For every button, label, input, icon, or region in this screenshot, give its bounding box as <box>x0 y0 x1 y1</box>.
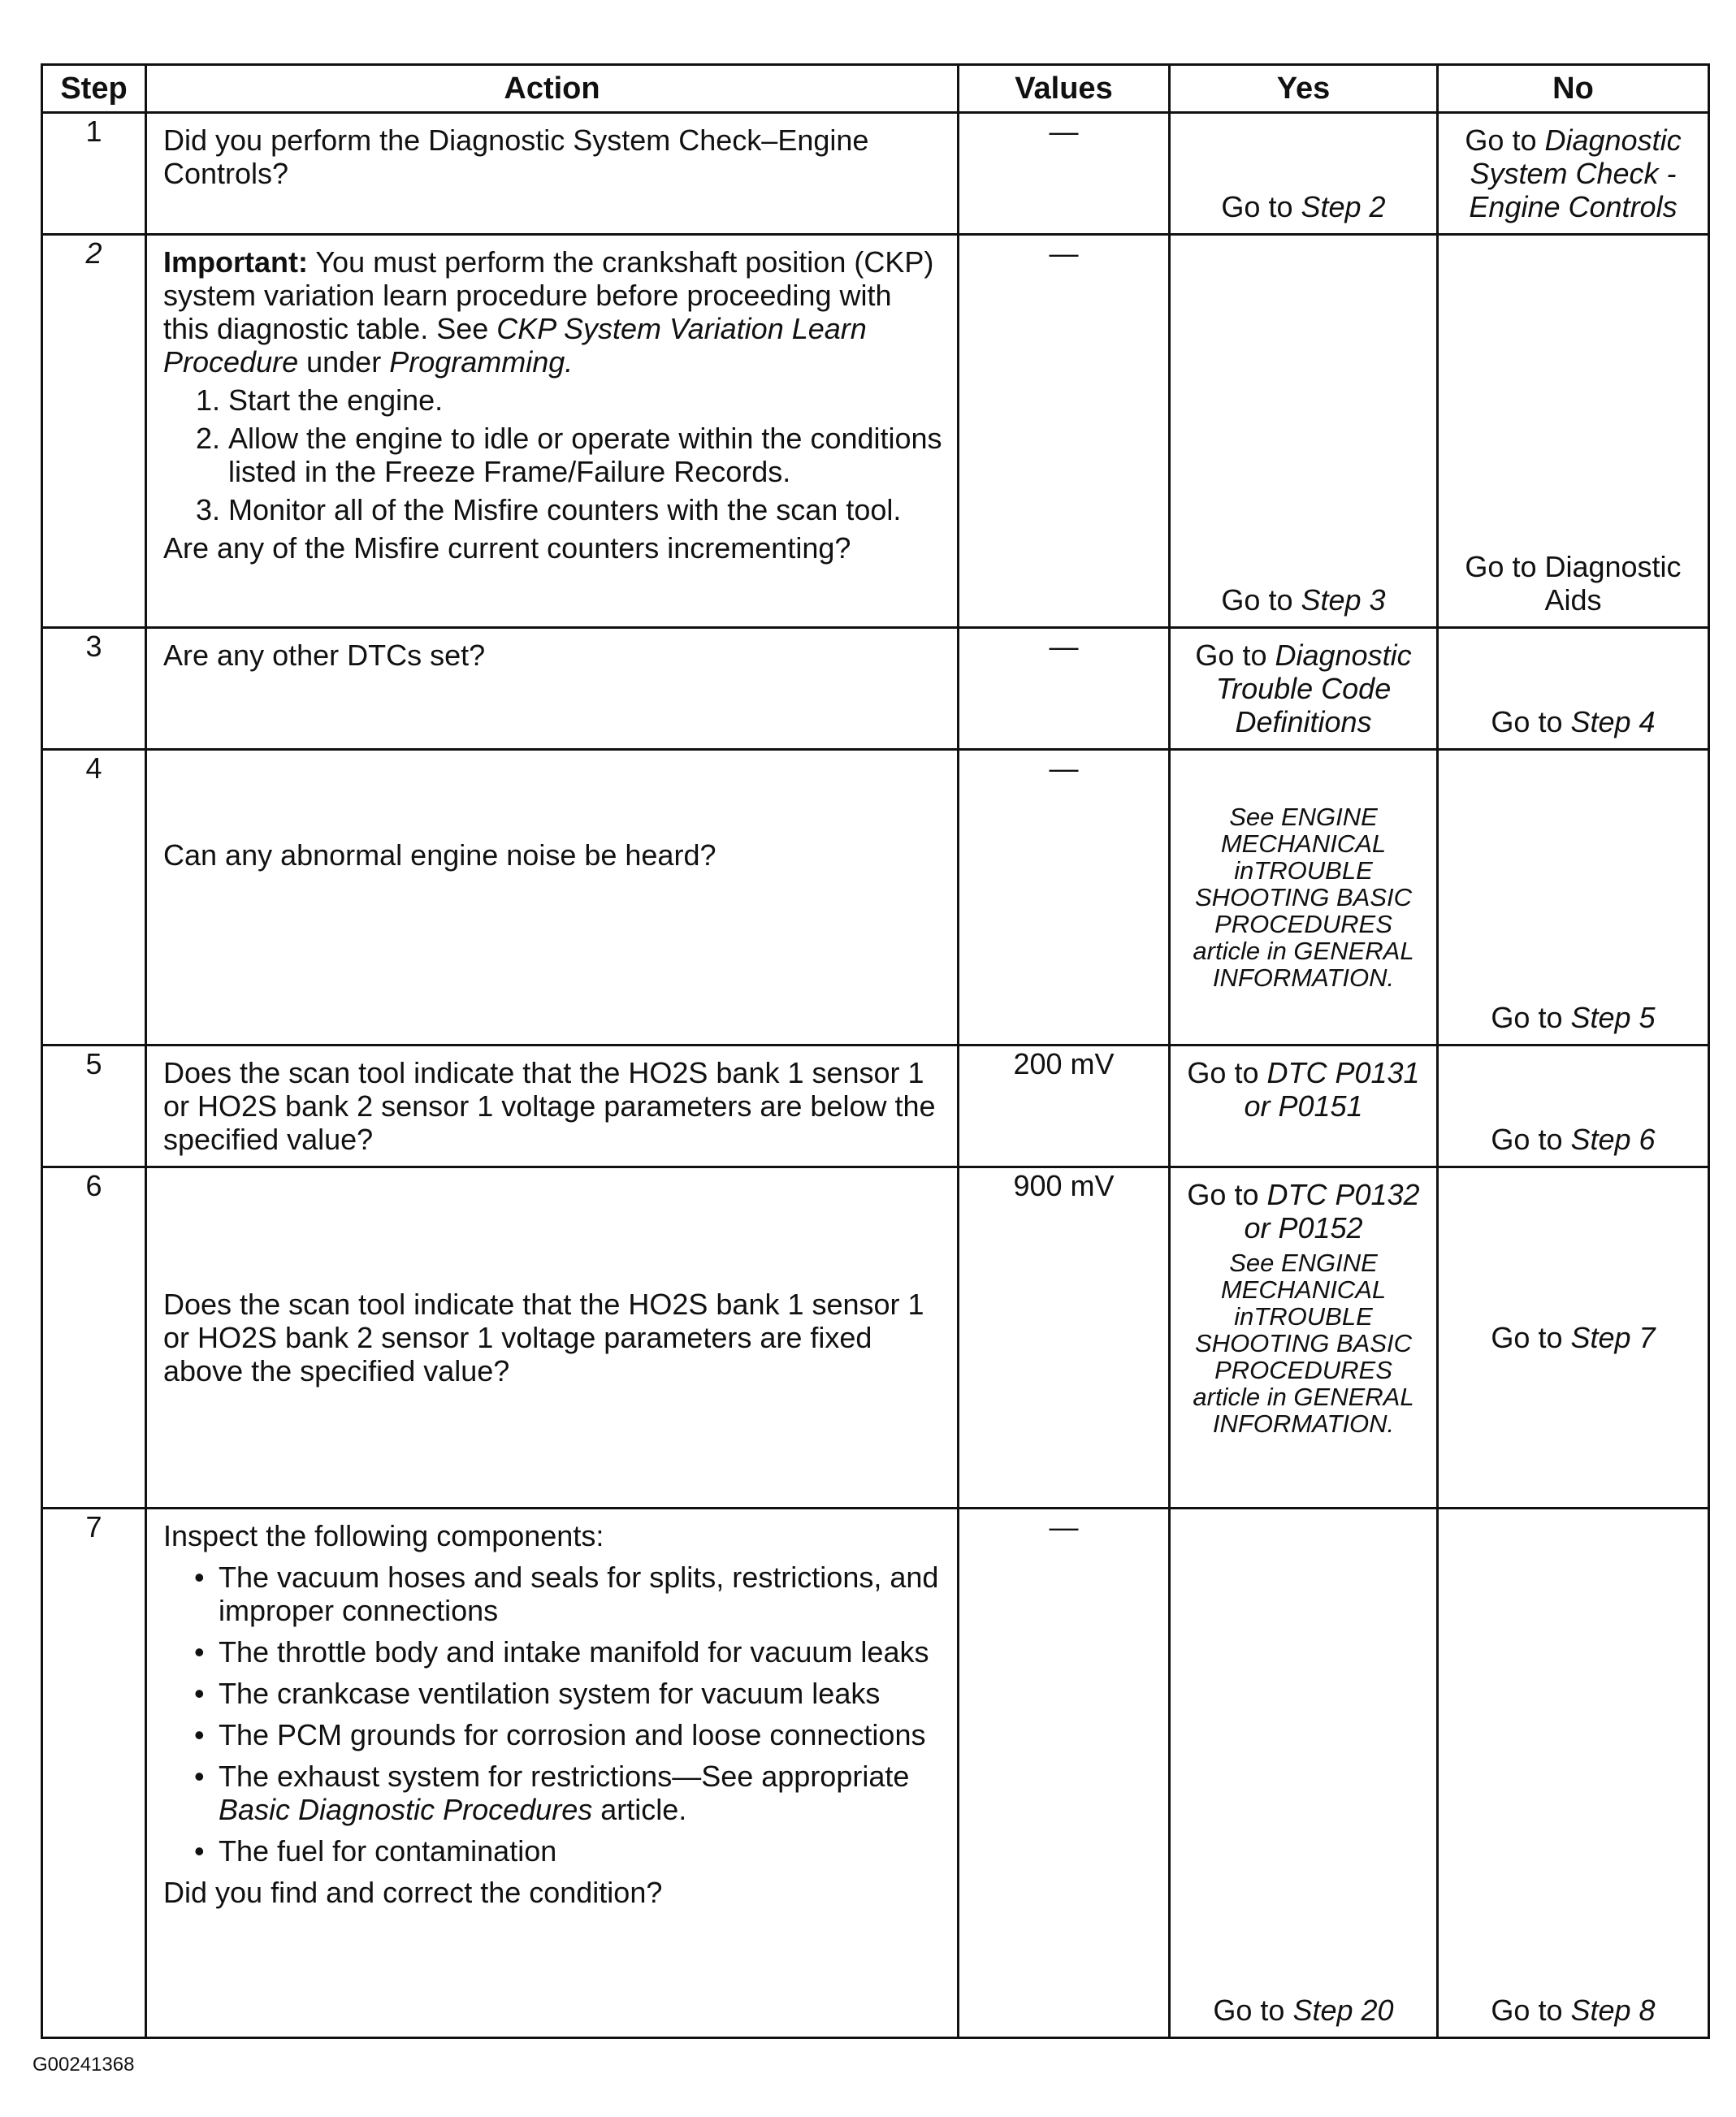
no-cell <box>1438 750 1709 1046</box>
important-label: Important: <box>163 245 308 279</box>
values-cell: — <box>959 1509 1170 2038</box>
header-action: Action <box>146 65 959 113</box>
list-item: 3. Monitor all of the Misfire counters with the scan tool. <box>228 493 944 526</box>
yes-prefix: Go to <box>1187 1056 1267 1089</box>
bullet-tail: article. <box>592 1793 687 1826</box>
no-cell <box>1438 1167 1709 1509</box>
substep-list <box>163 383 944 526</box>
no-prefix: Go to <box>1491 1123 1571 1156</box>
table-row-step-6 <box>42 1167 1709 1509</box>
no-link[interactable]: Step 6 <box>1570 1123 1656 1156</box>
step-number: 6 <box>42 1167 146 1509</box>
yes-link[interactable]: Step 20 <box>1292 1994 1394 2027</box>
no-prefix: Go to <box>1465 123 1545 157</box>
action-text <box>146 1509 959 2038</box>
yes-link[interactable]: Step 2 <box>1301 190 1386 223</box>
no-cell <box>1438 628 1709 750</box>
no-prefix: Go to <box>1491 1994 1571 2027</box>
table-row-step-2 <box>42 235 1709 628</box>
yes-cell <box>1170 113 1438 235</box>
list-item: • The crankcase ventilation system for vacuum leaks <box>219 1677 944 1710</box>
step-number: 5 <box>42 1046 146 1167</box>
action-text: Does the scan tool indicate that the HO2S bank 1 sensor 1 or HO2S bank 2 sensor 1 voltage parameters are below the specified value? <box>146 1046 959 1167</box>
table-row-step-4 <box>42 750 1709 1046</box>
question-text: Are any of the Misfire current counters incrementing? <box>163 531 851 565</box>
yes-link[interactable]: DTC P0132 or P0152 <box>1244 1178 1420 1245</box>
values-cell: — <box>959 628 1170 750</box>
no-cell <box>1438 1046 1709 1167</box>
action-text: Are any other DTCs set? <box>146 628 959 750</box>
reference-note: See ENGINE MECHANICAL inTROUBLE SHOOTING BASIC PROCEDURES article in GENERAL INFORMATION. <box>1193 1249 1414 1438</box>
list-item: 2. Allow the engine to idle or operate within the conditions listed in the Freeze Frame/Failure Records. <box>228 422 944 488</box>
procedures-link[interactable]: Basic Diagnostic Procedures <box>219 1793 593 1826</box>
step-number: 3 <box>42 628 146 750</box>
important-text: You must perform the crankshaft position (CKP) system variation learn procedure before proceeding with this diagnostic table. See <box>163 245 934 345</box>
no-prefix: Go to <box>1491 705 1571 738</box>
programming-link[interactable]: Programming. <box>389 345 574 379</box>
table-row-step-7 <box>42 1509 1709 2038</box>
yes-prefix: Go to <box>1213 1994 1293 2027</box>
reference-note: See ENGINE MECHANICAL inTROUBLE SHOOTING BASIC PROCEDURES article in GENERAL INFORMATION. <box>1193 803 1414 992</box>
action-text: Can any abnormal engine noise be heard? <box>146 750 959 1046</box>
no-link[interactable]: Go to Diagnostic Aids <box>1465 550 1682 617</box>
header-values: Values <box>959 65 1170 113</box>
no-link[interactable]: Step 4 <box>1570 705 1656 738</box>
yes-cell <box>1170 1046 1438 1167</box>
action-text: Does the scan tool indicate that the HO2S bank 1 sensor 1 or HO2S bank 2 sensor 1 voltage parameters are fixed above the specified value? <box>146 1167 959 1509</box>
inspect-intro: Inspect the following components: <box>163 1519 604 1552</box>
action-text <box>146 235 959 628</box>
list-item: • The throttle body and intake manifold for vacuum leaks <box>219 1635 944 1669</box>
no-link[interactable]: Step 8 <box>1570 1994 1656 2027</box>
yes-cell <box>1170 628 1438 750</box>
yes-prefix: Go to <box>1195 639 1275 672</box>
yes-link[interactable]: Step 3 <box>1301 583 1386 617</box>
table-row-step-5 <box>42 1046 1709 1167</box>
no-prefix: Go to <box>1491 1001 1571 1034</box>
procedure-link[interactable]: CKP System Variation Learn Procedure <box>163 312 867 379</box>
no-link[interactable]: Step 7 <box>1570 1321 1656 1354</box>
table-row-step-1 <box>42 113 1709 235</box>
header-yes: Yes <box>1170 65 1438 113</box>
list-item: • The vacuum hoses and seals for splits, restrictions, and improper connections <box>219 1561 944 1627</box>
yes-cell <box>1170 1509 1438 2038</box>
header-no: No <box>1438 65 1709 113</box>
question-text: Did you find and correct the condition? <box>163 1876 663 1909</box>
component-list <box>163 1561 944 1868</box>
yes-cell <box>1170 750 1438 1046</box>
yes-prefix: Go to <box>1187 1178 1267 1211</box>
yes-cell <box>1170 1167 1438 1509</box>
list-item <box>219 1760 944 1826</box>
values-cell: — <box>959 750 1170 1046</box>
step-number: 1 <box>42 113 146 235</box>
yes-prefix: Go to <box>1221 583 1301 617</box>
table-row-step-3 <box>42 628 1709 750</box>
no-cell <box>1438 235 1709 628</box>
diagnostic-table-container <box>41 63 1708 2039</box>
important-note <box>163 245 944 379</box>
figure-id: G00241368 <box>32 2054 135 2076</box>
step-number: 2 <box>42 235 146 628</box>
yes-cell <box>1170 235 1438 628</box>
yes-link[interactable]: DTC P0131 or P0151 <box>1244 1056 1420 1123</box>
step-number: 4 <box>42 750 146 1046</box>
header-row <box>42 65 1709 113</box>
no-link[interactable]: Step 5 <box>1570 1001 1656 1034</box>
header-step: Step <box>42 65 146 113</box>
list-item: 1. Start the engine. <box>228 383 944 417</box>
yes-prefix: Go to <box>1221 190 1301 223</box>
diagnostic-table <box>41 63 1710 2039</box>
important-text-2: under <box>298 345 390 379</box>
values-cell: 200 mV <box>959 1046 1170 1167</box>
list-item: • The fuel for contamination <box>219 1834 944 1868</box>
action-text: Did you perform the Diagnostic System Check–Engine Controls? <box>146 113 959 235</box>
no-prefix: Go to <box>1491 1321 1571 1354</box>
no-cell <box>1438 1509 1709 2038</box>
values-cell: — <box>959 235 1170 628</box>
no-cell <box>1438 113 1709 235</box>
yes-link[interactable]: Diagnostic Trouble Code Definitions <box>1215 639 1412 738</box>
step-number: 7 <box>42 1509 146 2038</box>
no-link[interactable]: Diagnostic System Check - Engine Controls <box>1469 123 1682 223</box>
list-item: • The PCM grounds for corrosion and loose connections <box>219 1718 944 1751</box>
bullet-text: The exhaust system for restrictions—See appropriate <box>219 1760 910 1793</box>
values-cell: — <box>959 113 1170 235</box>
values-cell: 900 mV <box>959 1167 1170 1509</box>
